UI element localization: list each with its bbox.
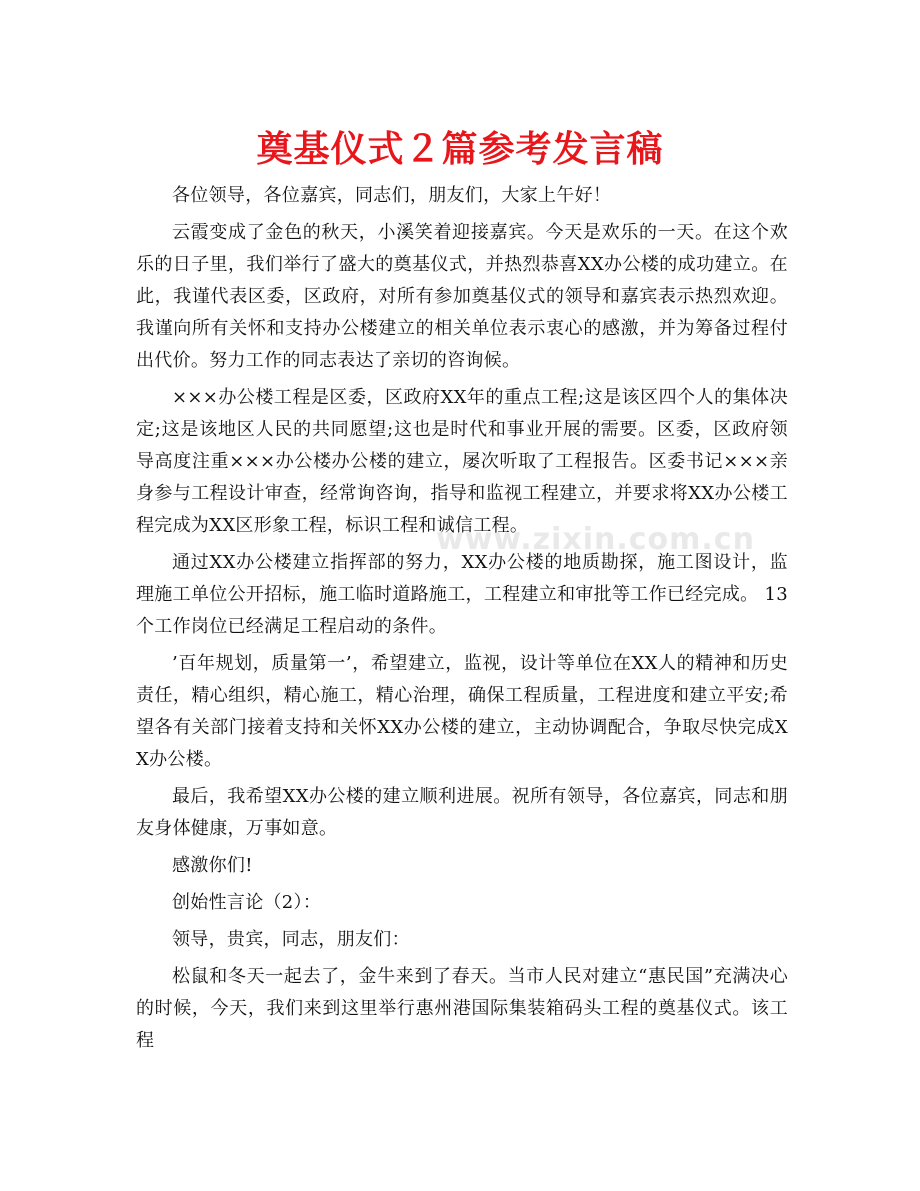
section-heading: 创始性言论（2）： xyxy=(172,892,322,913)
paragraph: ’百年规划，质量第一’，希望建立，监视，设计等单位在XX人的精神和历史责任，精心组织，精心施工，精心治理，确保工程质量，工程进度和建立平安;希望各有关部门接着支持和关怀XX办公楼的建立，主动协调配合，争取尽快完成XX办公楼。 xyxy=(136,653,788,770)
paragraph-greeting: 各位领导，各位嘉宾，同志们，朋友们，大家上午好！ xyxy=(172,185,612,206)
paragraph-thanks: 感激你们! xyxy=(172,855,253,876)
document-title: 奠基仪式２篇参考发言稿 xyxy=(256,129,664,170)
paragraph: 最后，我希望XX办公楼的建立顺利进展。祝所有领导，各位嘉宾，同志和朋友身体健康，万事如意。 xyxy=(136,786,788,839)
document-body xyxy=(136,180,788,1062)
watermark: www.zixin.com.cn xyxy=(436,522,755,557)
paragraph: 松鼠和冬天一起去了，金牛来到了春天。当市人民对建立“惠民国”充满决心的时候，今天，我们来到这里举行惠州港国际集装箱码头工程的奠基仪式。该工程 xyxy=(136,966,788,1051)
paragraph: 云霞变成了金色的秋天，小溪笑着迎接嘉宾。今天是欢乐的一天。在这个欢乐的日子里，我们举行了盛大的奠基仪式，并热烈恭喜XX办公楼的成功建立。在此，我谨代表区委，区政府，对所有参加奠基仪式的领导和嘉宾表示热烈欢迎。我谨向所有关怀和支持办公楼建立的相关单位表示衷心的感激，并为筹备过程付出代价。努力工作的同志表达了亲切的咨询候。 xyxy=(136,222,788,371)
paragraph: 通过XX办公楼建立指挥部的努力，XX办公楼的地质勘探，施工图设计，监理施工单位公开招标，施工临时道路施工，工程建立和审批等工作已经完成。 13个工作岗位已经满足工程启动的条件。 xyxy=(136,552,788,637)
paragraph-greeting-2: 领导，贵宾，同志，朋友们： xyxy=(172,929,410,950)
paragraph: ×××办公楼工程是区委，区政府XX年的重点工程;这是该区四个人的集体决定;这是该地区人民的共同愿望;这也是时代和事业开展的需要。区委，区政府领导高度注重×××办公楼办公楼的建立，屡次听取了工程报告。区委书记×××亲身参与工程设计审查，经常询咨询，指导和监视工程建立，并要求将XX办公楼工程完成为XX区形象工程，标识工程和诚信工程。 xyxy=(136,387,788,536)
